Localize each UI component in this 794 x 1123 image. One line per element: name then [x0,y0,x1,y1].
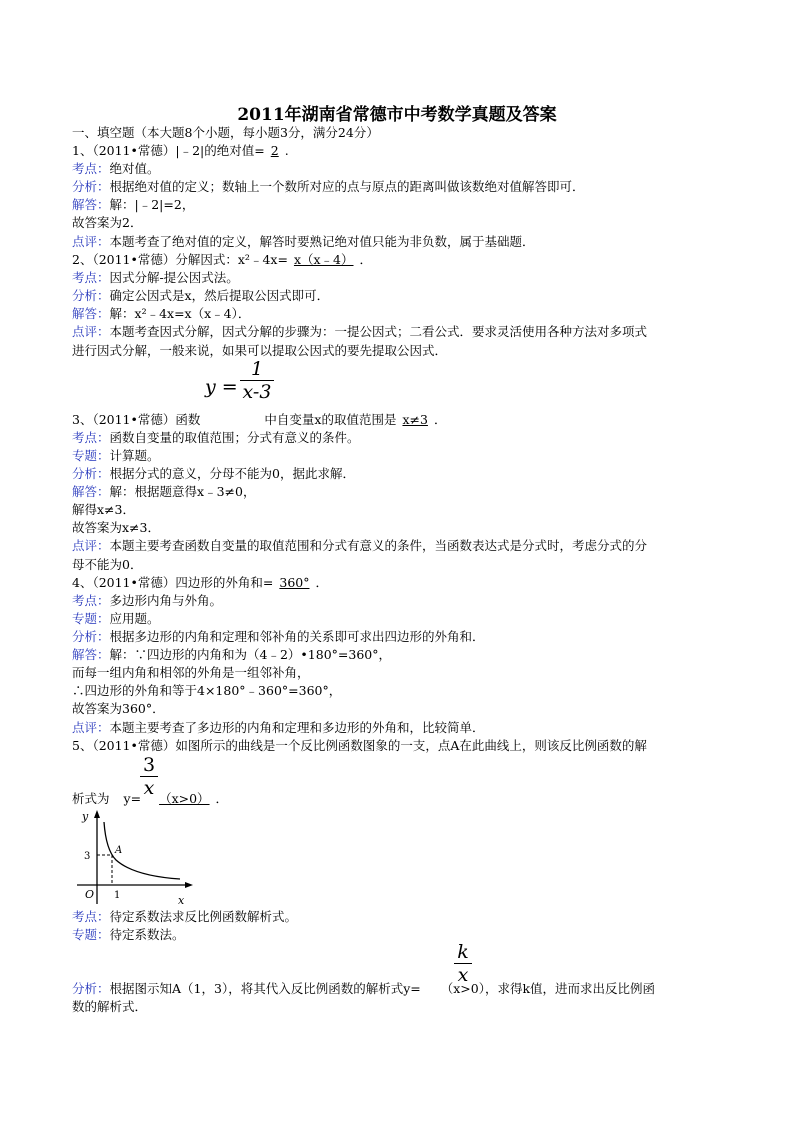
q1-result: 故答案为2． [72,215,143,230]
q5-fenxi: 分析：根据图示知A（1，3），将其代入反比例函数的解析式y= （x>0），求得k值，进而求出反比例函 [72,981,656,996]
origin-label: O [85,888,95,901]
q5-answer-den: x [143,777,155,799]
q1-answer: 2 [270,143,279,158]
q5-answer-fraction [140,754,158,799]
q4-result: 故答案为360°． [72,701,165,716]
q5-answer-num: 3 [142,754,156,776]
q5-zhuanti: 专题：待定系数法。 [72,927,185,942]
y-axis-arrow [94,810,100,818]
x-axis-arrow [185,882,193,888]
q3-kaodian: 考点：函数自变量的取值范围；分式有意义的条件。 [72,430,360,445]
x-axis-label: x [178,894,185,907]
q5-stem-cont: 析式为 y= （x>0） ． [72,791,229,806]
q3-formula-fraction [240,358,274,403]
q3-result: 故答案为x≠3． [72,520,160,535]
q3-jieda: 解答：解：根据题意得x﹣3≠0， [72,484,256,499]
q5-kaodian: 考点：待定系数法求反比例函数解析式。 [72,909,298,924]
q1-dianping: 点评：本题考查了绝对值的定义，解答时要熟记绝对值只能为非负数，属于基础题． [72,234,535,249]
q3-answer: x≠3 [402,412,428,427]
q4-answer: 360° [279,575,310,590]
q5-stem: 5、（2011•常德）如图所示的曲线是一个反比例函数图象的一支，点A在此曲线上，则该反比例函数的解 [72,738,647,753]
q1-fenxi: 分析：根据绝对值的定义；数轴上一个数所对应的点与原点的距离叫做该数绝对值解答即可． [72,179,585,194]
page-title: 2011年湖南省常德市中考数学真题及答案 [237,105,557,125]
q1-stem: 1、（2011•常德）|﹣2|的绝对值= 2 . [72,143,289,158]
q2-stem: 2、（2011•常德）分解因式：x²﹣4x= x（x﹣4） ． [72,252,373,267]
q4-step2: 而每一组内角和相邻的外角是一组邻补角， [72,665,310,680]
q3-dianping: 点评：本题主要考查函数自变量的取值范围和分式有意义的条件，当函数表达式是分式时，考虑分式的分 [72,538,648,553]
q3-formula-num: 1 [250,358,264,380]
q3-formula-den: x-3 [242,381,272,403]
q4-step3: ∴四边形的外角和等于4×180°﹣360°=360°， [72,683,342,698]
section-heading: 一、填空题（本大题8个小题，每小题3分，满分24分） [72,125,379,140]
q3-solve: 解得x≠3． [72,502,135,517]
q5-hyperbola-graph [72,808,198,908]
q3-fenxi: 分析：根据分式的意义，分母不能为0，据此求解． [72,466,355,481]
q5-fenxi-num: k [457,941,469,963]
q1-jieda: 解答：解：|﹣2|=2， [72,197,195,212]
tick-label-y: 3 [84,851,91,862]
q2-dianping-cont: 进行因式分解，一般来说，如果可以提取公因式的要先提取公因式． [72,343,448,358]
q4-jieda: 解答：解：∵四边形的内角和为（4﹣2）•180°=360°， [72,647,391,662]
q4-dianping: 点评：本题主要考查了多边形的内角和定理和多边形的外角和，比较简单． [72,720,485,735]
q2-jieda: 解答：解：x²﹣4x=x（x﹣4）． [72,306,251,321]
tick-label-x: 1 [114,890,121,901]
q3-dianping-cont: 母不能为0． [72,557,143,572]
q3-stem: 3、（2011•常德）函数 中自变量x的取值范围是 x≠3 ． [72,412,447,427]
q4-stem: 4、（2011•常德）四边形的外角和= 360° ． [72,575,328,590]
q5-fenxi-cont: 数的解析式． [72,999,148,1014]
point-a-label: A [115,845,123,856]
q2-dianping: 点评：本题考查因式分解，因式分解的步骤为：一提公因式；二看公式．要求灵活使用各种方法对多项式 [72,324,648,339]
q2-answer: x（x﹣4） [293,252,354,267]
q2-fenxi: 分析：确定公因式是x，然后提取公因式即可． [72,288,330,303]
q4-fenxi: 分析：根据多边形的内角和定理和邻补角的关系即可求出四边形的外角和． [72,629,485,644]
q5-answer-cond: （x>0） [159,791,210,806]
q3-zhuanti: 专题：计算题。 [72,448,160,463]
q4-kaodian: 考点：多边形内角与外角。 [72,593,223,608]
y-axis-label: y [82,810,89,823]
q3-formula-lhs: y = [205,376,238,398]
q5-fenxi-den: x [457,964,469,986]
q4-zhuanti: 专题：应用题。 [72,611,160,626]
q2-kaodian: 考点：因式分解-提公因式法。 [72,270,239,285]
q1-kaodian: 考点：绝对值。 [72,161,160,176]
